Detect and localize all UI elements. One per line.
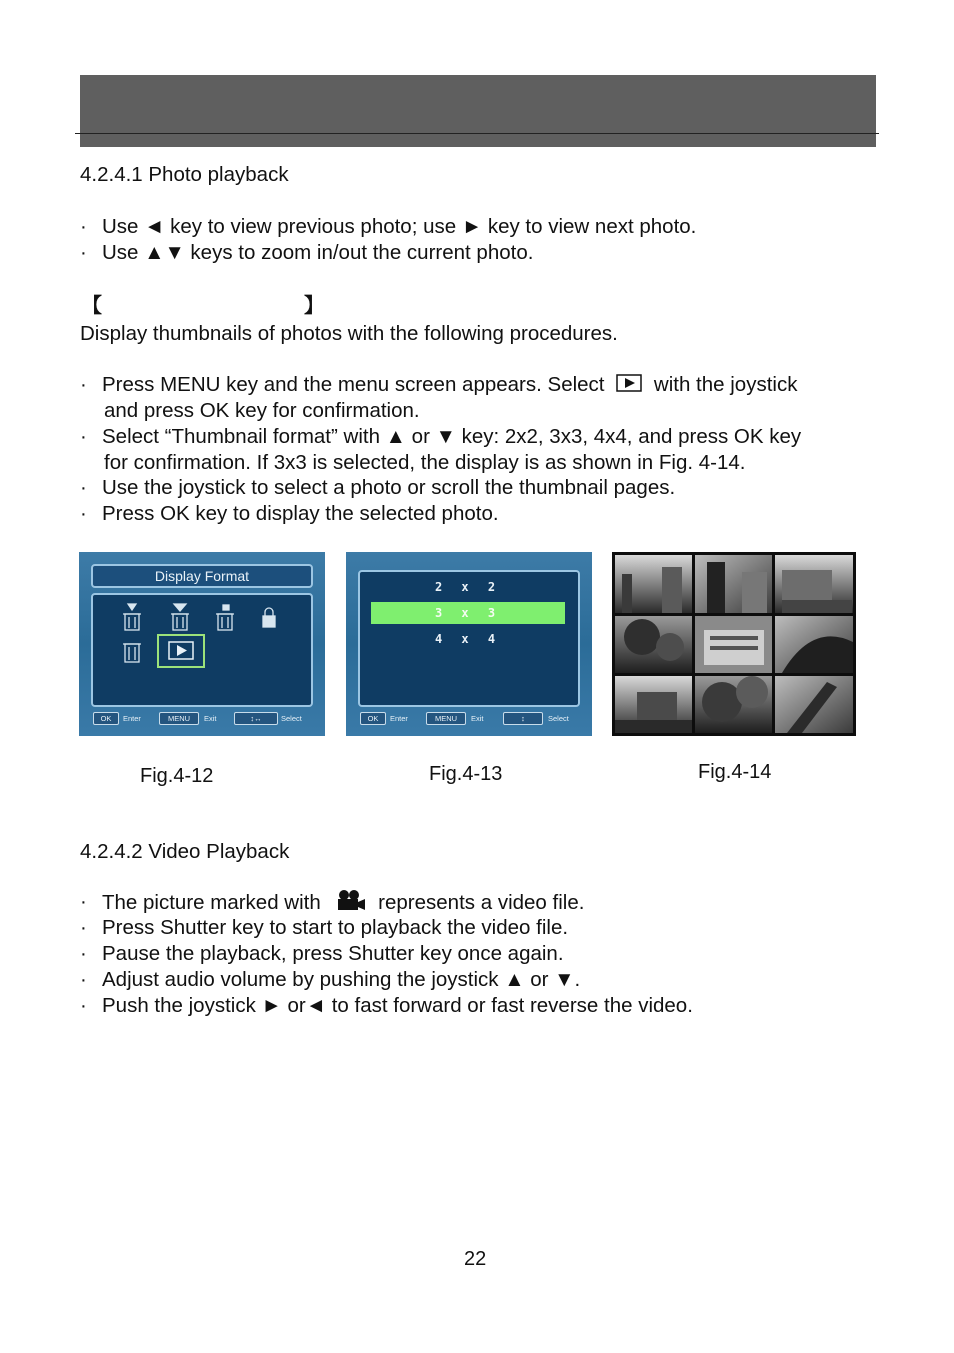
photo-bullet-2: Use ▲▼ keys to zoom in/out the current photo. (102, 241, 534, 264)
trash-icon (123, 644, 141, 662)
thumb-step-1-a: Press MENU key and the menu screen appears. Select (102, 373, 605, 396)
bullet-mark: · (80, 425, 87, 448)
lock-icon (263, 608, 275, 627)
video-bullet-1-a: The picture marked with (102, 890, 321, 914)
bullet-mark: · (80, 215, 87, 238)
playback-mode-icon (616, 373, 642, 399)
selected-play-item (157, 634, 205, 668)
menu-title: Display Format (91, 564, 313, 588)
header-rule (75, 133, 879, 134)
select-label: Select (281, 714, 302, 723)
bracket-open: 【 (82, 295, 102, 317)
ok-key-label: OK (360, 712, 386, 725)
figure-4-12-display-format-menu (79, 552, 325, 736)
video-camera-icon (332, 889, 366, 918)
bracket-close: 】 (304, 295, 324, 317)
thumb-step-2-b: for confirmation. If 3x3 is selected, the display is as shown in Fig. 4-14. (104, 451, 746, 474)
exit-label: Exit (204, 714, 217, 723)
option-3x3-selected: 3 x 3 (371, 602, 565, 624)
bullet-mark: · (80, 942, 87, 965)
bullet-mark: · (80, 476, 87, 499)
bullet-mark: · (80, 373, 87, 396)
bullet-mark: · (80, 916, 87, 939)
thumb-step-4: Press OK key to display the selected photo. (102, 502, 499, 525)
bullet-mark: · (80, 994, 87, 1017)
delete-protect-icon (216, 605, 234, 630)
caption-fig-4-13: Fig.4-13 (429, 763, 503, 785)
section-heading-video-playback: 4.2.4.2 Video Playback (80, 840, 290, 863)
thumbnail-grid-image (612, 552, 856, 736)
video-bullet-2: Press Shutter key to start to playback the video file. (102, 916, 569, 939)
video-bullet-1-b: represents a video file. (378, 890, 585, 914)
figure-4-13-thumbnail-format-menu (346, 552, 592, 736)
menu-key-label: MENU (159, 712, 199, 725)
figure-4-14-thumbnail-grid (612, 552, 856, 736)
bullet-mark: · (80, 241, 87, 264)
delete-all-icon (171, 604, 189, 630)
bullet-mark: · (80, 502, 87, 525)
thumb-step-3: Use the joystick to select a photo or scroll the thumbnail pages. (102, 476, 676, 499)
option-2x2: 2 x 2 (434, 580, 502, 594)
select-label: Select (548, 714, 569, 723)
play-icon (159, 636, 203, 666)
caption-fig-4-12: Fig.4-12 (140, 765, 214, 787)
arrows-key-label: ↕ (503, 712, 543, 725)
thumbnail-intro: Display thumbnails of photos with the following procedures. (80, 322, 618, 345)
arrows-key-label: ↕↔ (234, 712, 278, 725)
caption-fig-4-14: Fig.4-14 (698, 761, 772, 783)
video-bullet-4: Adjust audio volume by pushing the joystick ▲ or ▼. (102, 968, 581, 991)
bullet-mark: · (80, 968, 87, 991)
ok-key-label: OK (93, 712, 119, 725)
option-4x4: 4 x 4 (434, 632, 502, 646)
section-heading-photo-playback: 4.2.4.1 Photo playback (80, 163, 289, 186)
thumb-step-2-a: Select “Thumbnail format” with ▲ or ▼ key: 2x2, 3x3, 4x4, and press OK key (102, 425, 802, 448)
bullet-mark: · (80, 890, 87, 913)
video-bullet-3: Pause the playback, press Shutter key once again. (102, 942, 564, 965)
thumb-step-1-c: and press OK key for confirmation. (104, 399, 420, 422)
photo-bullet-1: Use ◄ key to view previous photo; use ► key to view next photo. (102, 215, 697, 238)
video-bullet-1 (102, 889, 584, 918)
menu-key-label: MENU (426, 712, 466, 725)
exit-label: Exit (471, 714, 484, 723)
page-number: 22 (464, 1248, 487, 1270)
thumb-step-1-b: with the joystick (653, 373, 798, 396)
enter-label: Enter (123, 714, 141, 723)
thumb-step-1 (102, 372, 797, 399)
header-bar (80, 75, 876, 147)
enter-label: Enter (390, 714, 408, 723)
video-bullet-5: Push the joystick ► or◄ to fast forward or fast reverse the video. (102, 994, 693, 1017)
delete-one-icon (123, 604, 141, 630)
